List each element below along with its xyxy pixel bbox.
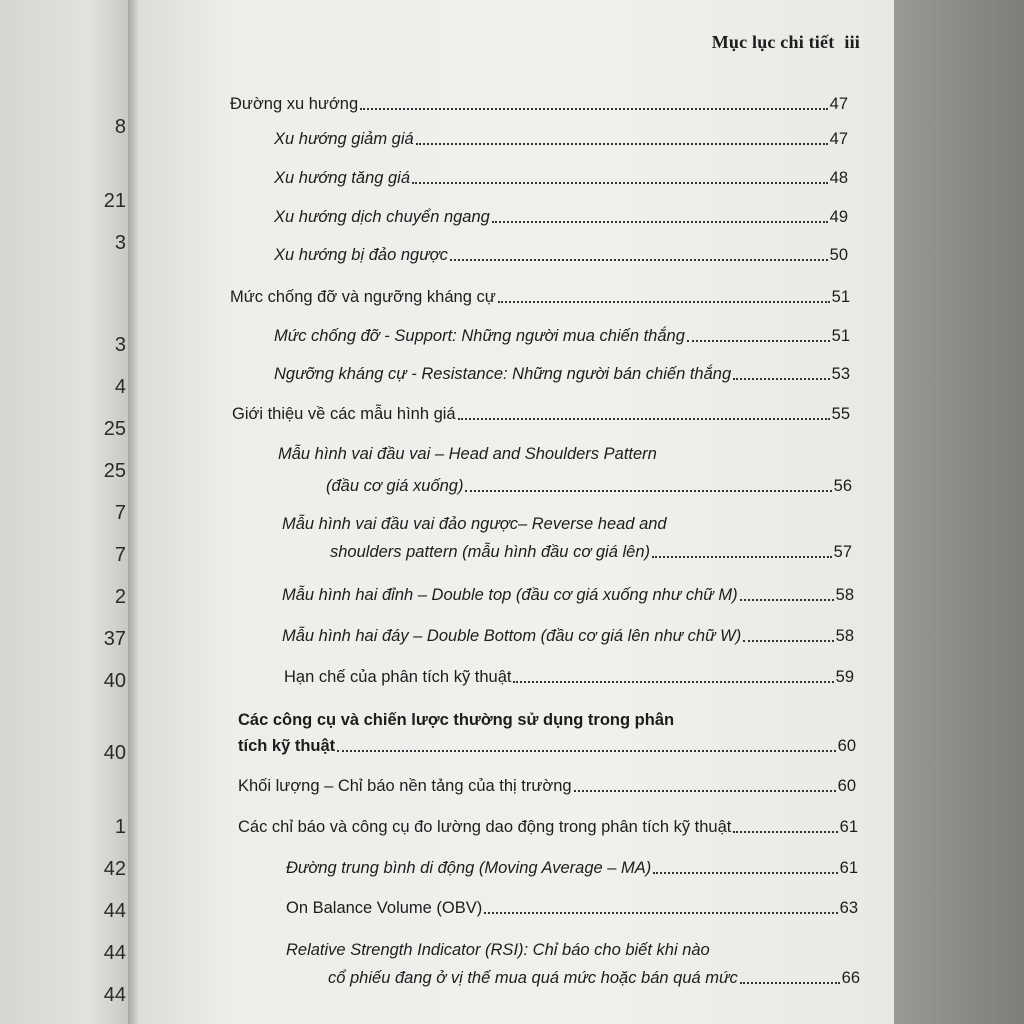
dot-leader (416, 143, 828, 145)
book-page (138, 0, 894, 1024)
dot-leader (412, 182, 828, 184)
table-of-contents (138, 0, 894, 1024)
dot-leader (740, 599, 834, 601)
dot-leader (458, 418, 830, 420)
left-page-number: 21 (103, 190, 126, 212)
dot-leader (513, 681, 833, 683)
toc-entry-title: Xu hướng bị đảo ngược (274, 246, 448, 264)
toc-entry-title: Ngưỡng kháng cự - Resistance: Những người bán chiến thắng (274, 365, 732, 383)
toc-entry (230, 94, 848, 114)
toc-entry-page: 61 (839, 818, 858, 836)
toc-entry (282, 626, 854, 646)
dot-leader (484, 912, 837, 914)
dot-leader (574, 790, 836, 792)
left-page-number: 25 (103, 460, 126, 482)
dot-leader (743, 640, 833, 642)
toc-entry-page: 56 (833, 477, 852, 495)
toc-entry-title-line: Các công cụ và chiến lược thường sử dụng trong phân (238, 711, 675, 729)
toc-entry-page: 47 (829, 95, 848, 113)
left-page-number: 44 (103, 900, 126, 922)
left-page-number: 42 (103, 858, 126, 880)
left-page-number: 40 (103, 670, 126, 692)
left-page-number: 4 (114, 376, 126, 398)
toc-entry-title: Xu hướng dịch chuyển ngang (274, 208, 490, 226)
toc-entry-page: 58 (835, 627, 854, 645)
toc-entry (330, 542, 852, 562)
left-page-number: 40 (103, 742, 126, 764)
toc-entry-page: 53 (831, 365, 850, 383)
dot-leader (687, 340, 830, 342)
toc-entry (274, 326, 850, 346)
dot-leader (733, 378, 830, 380)
toc-entry-title: (đầu cơ giá xuống) (326, 477, 464, 495)
toc-entry-page: 55 (831, 405, 850, 423)
toc-entry-title-line: Mẫu hình vai đầu vai – Head and Shoulders Pattern (278, 445, 657, 463)
toc-entry (328, 968, 860, 988)
book-gutter (128, 0, 138, 1024)
toc-entry (238, 817, 858, 837)
toc-entry-title: Hạn chế của phân tích kỹ thuật (284, 668, 512, 686)
toc-entry-title: shoulders pattern (mẫu hình đầu cơ giá lên) (330, 543, 650, 561)
toc-entry-title: Đường trung bình di động (Moving Average – MA) (286, 859, 652, 877)
toc-entry (230, 287, 850, 307)
dot-leader (733, 831, 837, 833)
background-surface (894, 0, 1024, 1024)
toc-entry-title-line: Relative Strength Indicator (RSI): Chỉ báo cho biết khi nào (286, 941, 710, 959)
dot-leader (492, 221, 828, 223)
left-page-number: 1 (114, 816, 126, 838)
toc-entry (274, 364, 850, 384)
toc-entry-page: 48 (829, 169, 848, 187)
header-page-number: iii (844, 32, 860, 52)
dot-leader (652, 556, 832, 558)
toc-entry-page: 57 (833, 543, 852, 561)
toc-entry (232, 404, 850, 424)
toc-entry-title: On Balance Volume (OBV) (286, 899, 483, 917)
dot-leader (450, 259, 828, 261)
dot-leader (465, 490, 831, 492)
toc-entry-title: Mẫu hình hai đỉnh – Double top (đầu cơ giá xuống như chữ M) (282, 586, 738, 604)
toc-entry (282, 585, 854, 605)
left-page-number: 3 (114, 334, 126, 356)
header-title: Mục lục chi tiết (711, 32, 835, 52)
toc-entry-title-line: Mẫu hình vai đầu vai đảo ngược– Reverse head and (282, 515, 667, 533)
left-page-number: 3 (114, 232, 126, 254)
dot-leader (360, 108, 828, 110)
toc-entry (286, 858, 858, 878)
toc-entry (238, 736, 856, 756)
toc-entry-page: 59 (835, 668, 854, 686)
toc-entry (284, 667, 854, 687)
left-page-number: 7 (114, 544, 126, 566)
toc-entry-title: Xu hướng tăng giá (274, 169, 411, 187)
toc-entry (274, 129, 848, 149)
left-page-number: 25 (103, 418, 126, 440)
toc-entry-title: tích kỹ thuật (238, 737, 336, 755)
dot-leader (653, 872, 837, 874)
toc-entry-page: 63 (839, 899, 858, 917)
left-page-number: 44 (103, 984, 126, 1006)
toc-entry-page: 50 (829, 246, 848, 264)
toc-entry (238, 776, 856, 796)
toc-entry-title: Các chỉ báo và công cụ đo lường dao động trong phân tích kỹ thuật (238, 818, 732, 836)
toc-entry-title: Khối lượng – Chỉ báo nền tảng của thị trường (238, 777, 572, 795)
left-page-number: 8 (114, 116, 126, 138)
toc-entry-title: cổ phiếu đang ở vị thế mua quá mức hoặc bán quá mức (328, 969, 738, 987)
toc-entry-page: 66 (841, 969, 860, 987)
toc-entry (274, 168, 848, 188)
toc-entry (274, 207, 848, 227)
toc-entry-page: 49 (829, 208, 848, 226)
left-page-edge (0, 0, 128, 1024)
left-page-number: 2 (114, 586, 126, 608)
toc-entry-page: 47 (829, 130, 848, 148)
toc-entry-page: 60 (837, 737, 856, 755)
toc-entry-title: Mức chống đỡ - Support: Những người mua chiến thắng (274, 327, 685, 345)
toc-entry-title: Giới thiệu về các mẫu hình giá (232, 405, 456, 423)
left-page-number: 44 (103, 942, 126, 964)
toc-entry-page: 61 (839, 859, 858, 877)
toc-entry-title: Đường xu hướng (230, 95, 359, 113)
toc-entry-page: 51 (831, 327, 850, 345)
toc-entry-page: 58 (835, 586, 854, 604)
dot-leader (498, 301, 830, 303)
toc-entry (326, 476, 852, 496)
dot-leader (740, 982, 840, 984)
toc-entry-title: Xu hướng giảm giá (274, 130, 414, 148)
left-page-number: 7 (114, 502, 126, 524)
toc-entry (274, 245, 848, 265)
toc-entry-page: 51 (831, 288, 850, 306)
dot-leader (337, 750, 835, 752)
toc-entry (286, 898, 858, 918)
toc-entry-title: Mẫu hình hai đáy – Double Bottom (đầu cơ giá lên như chữ W) (282, 627, 742, 645)
toc-entry-page: 60 (837, 777, 856, 795)
toc-entry-title: Mức chống đỡ và ngưỡng kháng cự (230, 288, 496, 306)
left-page-number: 37 (103, 628, 126, 650)
